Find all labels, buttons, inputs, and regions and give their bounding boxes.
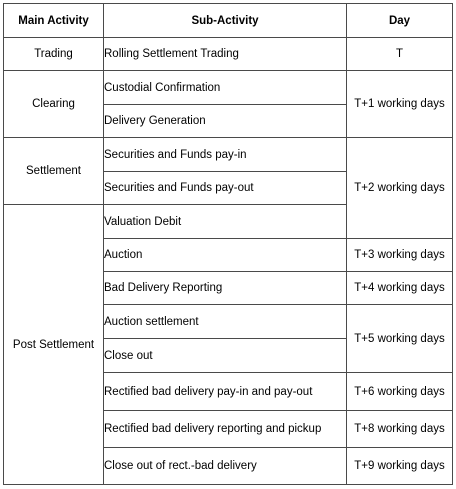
sub-activity-cell: Rectified bad delivery pay-in and pay-out (104, 373, 347, 411)
day-cell: T+8 working days (347, 411, 453, 448)
day-cell: T+5 working days (347, 305, 453, 373)
day-cell: T+4 working days (347, 272, 453, 305)
day-cell: T (347, 38, 453, 71)
sub-activity-cell: Securities and Funds pay-in (104, 138, 347, 172)
main-activity-cell: Post Settlement (4, 205, 104, 485)
header-day: Day (347, 4, 453, 38)
header-sub-activity: Sub-Activity (104, 4, 347, 38)
sub-activity-cell: Auction settlement (104, 305, 347, 339)
main-activity-cell: Settlement (4, 138, 104, 205)
header-main-activity: Main Activity (4, 4, 104, 38)
day-cell: T+1 working days (347, 71, 453, 138)
sub-activity-cell: Valuation Debit (104, 205, 347, 239)
main-activity-cell: Clearing (4, 71, 104, 138)
header-row (4, 4, 453, 38)
day-cell: T+6 working days (347, 373, 453, 411)
sub-activity-cell: Rolling Settlement Trading (104, 38, 347, 71)
sub-activity-cell: Securities and Funds pay-out (104, 172, 347, 205)
sub-activity-cell: Close out (104, 339, 347, 373)
table-row (4, 138, 453, 172)
day-cell: T+3 working days (347, 239, 453, 272)
table-row (4, 38, 453, 71)
sub-activity-cell: Rectified bad delivery reporting and pickup (104, 411, 347, 448)
sub-activity-cell: Custodial Confirmation (104, 71, 347, 105)
day-cell: T+2 working days (347, 138, 453, 239)
sub-activity-cell: Bad Delivery Reporting (104, 272, 347, 305)
sub-activity-cell: Delivery Generation (104, 105, 347, 138)
main-activity-cell: Trading (4, 38, 104, 71)
settlement-schedule-table (3, 3, 453, 485)
table-row (4, 71, 453, 105)
sub-activity-cell: Close out of rect.-bad delivery (104, 448, 347, 485)
day-cell: T+9 working days (347, 448, 453, 485)
sub-activity-cell: Auction (104, 239, 347, 272)
